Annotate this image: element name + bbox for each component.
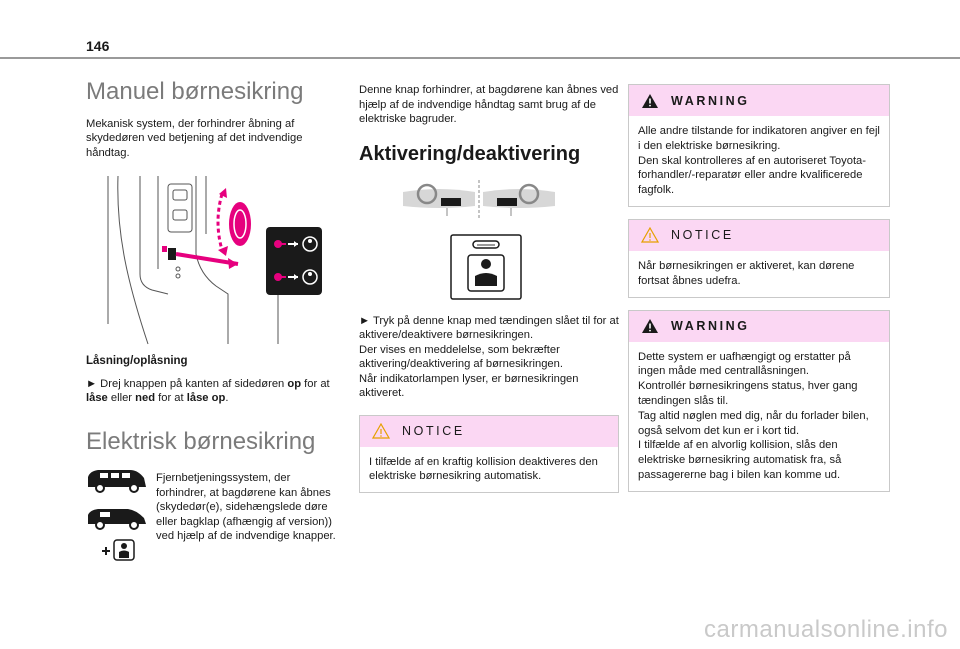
- instruction-indicator: Når indikatorlampen lyser, er børnesikringen aktiveret.: [359, 372, 579, 399]
- warning-header: [629, 85, 889, 116]
- warning-text: Dette system er uafhængigt og erstatter på ingen måde med centrallåsningen. Kontrollér børnesikringens status, hver gang tændingen slås til. Tag altid nøglen med dig, når du forlader bilen, også selvom det kun er i kort tid. I tilfælde af en alvorlig kollision, slås den elektriske børnesikring automatisk fra, så passagererne bag i bilen kan komme ud.: [638, 350, 869, 481]
- child-lock-panel: [266, 227, 322, 295]
- section-title-electric: Elektrisk børnesikring: [86, 427, 316, 455]
- locking-instruction: ► Drej knappen på kanten af sidedøren op for at låse eller ned for at låse op.: [86, 377, 330, 405]
- notice-text: I tilfælde af en kraftig kollision deaktiveres den elektriske børnesikring automatisk.: [369, 455, 598, 483]
- subheading-locking: Låsning/oplåsning: [86, 355, 188, 368]
- electric-lock-description: Fjernbetjeningssystem, der forhindrer, at bagdørene kan åbnes (skydedør(e), sidehængslede døre eller bagklap (afhængig af version)) ved hjælp af de indvendige knapper.: [156, 472, 336, 543]
- watermark: carmanualsonline.info: [704, 616, 948, 643]
- header-rule: [0, 57, 960, 59]
- notice-header: [360, 416, 618, 447]
- section-title-manual: Manuel børnesikring: [86, 78, 304, 105]
- door-lock-illustration: [88, 174, 328, 346]
- activation-instructions: [359, 314, 619, 401]
- warning-label: WARNING: [671, 93, 750, 108]
- notice-box-outside: [628, 219, 890, 298]
- dashboard-location-illustration: [399, 176, 559, 222]
- van-icon: [86, 467, 148, 493]
- notice-label: NOTICE: [402, 424, 465, 438]
- notice-box-collision: [359, 415, 619, 494]
- warning-text: Alle andre tilstande for indikatoren angiver en fejl i den elektriske børnesikring. Den skal kontrolleres af en autoriseret Toyota-forhandler/-reparatør eller andre kvalificerede fagfolk.: [638, 125, 880, 197]
- vehicle-icons: [86, 467, 156, 566]
- warning-header: [629, 311, 889, 342]
- manual-intro: Mekanisk system, der forhindrer åbning af skydedøren ved betjening af det indvendige håndtag.: [86, 117, 303, 159]
- warning-triangle-icon: [641, 93, 659, 109]
- child-lock-icon: [100, 539, 140, 561]
- page-number: 146: [86, 38, 110, 54]
- notice-triangle-icon: [372, 423, 390, 439]
- warning-triangle-icon: [641, 318, 659, 334]
- warning-label: WARNING: [671, 319, 750, 334]
- column-left: [86, 78, 336, 566]
- notice-header: [629, 220, 889, 251]
- warning-box-system: [628, 310, 890, 492]
- column-right: [628, 78, 890, 492]
- warning-box-indicator: [628, 84, 890, 207]
- instruction-message: Der vises en meddelelse, som bekræfter aktivering/deaktivering af børnesikringen.: [359, 343, 563, 370]
- notice-triangle-icon: [641, 227, 659, 243]
- button-intro: Denne knap forhindrer, at bagdørene kan åbnes ved hjælp af de indvendige håndtag samt brug af de elektriske bagruder.: [359, 84, 619, 125]
- instruction-press: ► Tryk på denne knap med tændingen slået til for at aktivere/deaktivere børnesikringen.: [359, 314, 619, 341]
- child-lock-button-icon: [450, 234, 522, 300]
- van-icon: [86, 506, 148, 530]
- electric-lock-row: [86, 467, 336, 566]
- notice-label: NOTICE: [671, 228, 734, 243]
- notice-text: Når børnesikringen er aktiveret, kan dørene fortsat åbnes udefra.: [638, 259, 855, 287]
- section-title-activation: Aktivering/deaktivering: [359, 142, 581, 165]
- column-middle: [359, 78, 619, 493]
